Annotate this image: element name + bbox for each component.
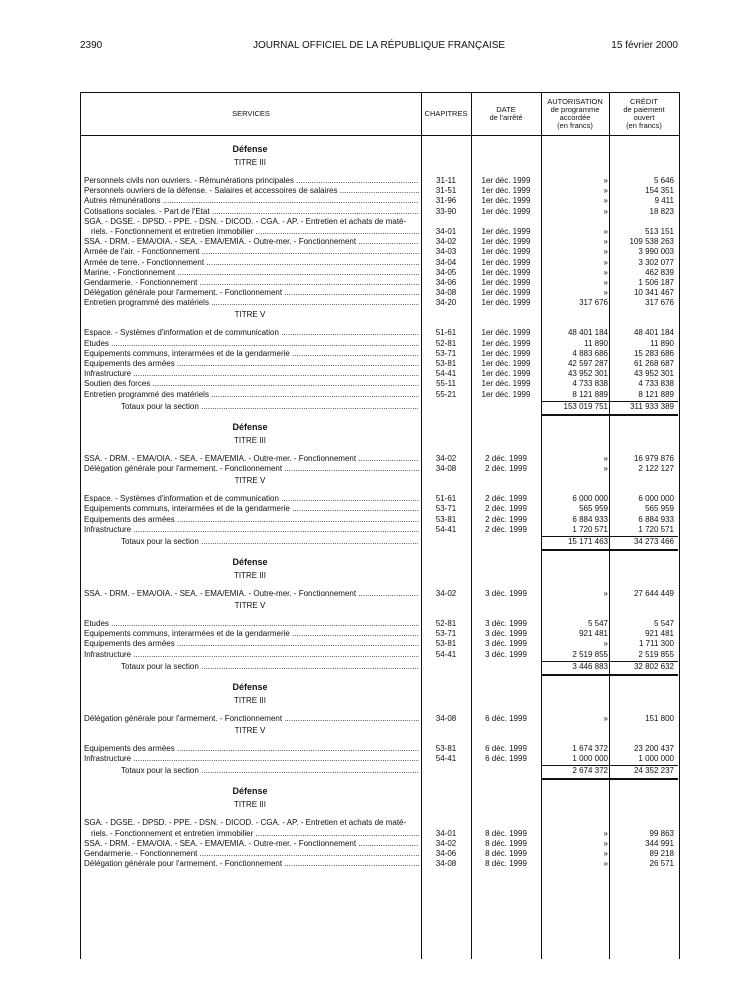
total-label: Totaux pour la section ..... [121, 660, 419, 674]
chapitre-cell: 51-61 [435, 494, 457, 504]
total-row [81, 660, 679, 674]
autorisation-cell: » [603, 196, 608, 206]
chapitre-cell: 34-08 [435, 288, 457, 298]
credit-cell: 317 676 [645, 298, 674, 308]
chapitre-cell: 34-20 [435, 298, 457, 308]
date-cell: 1er déc. 1999 [481, 237, 531, 247]
total-label: Totaux pour la section ..... [121, 400, 419, 414]
date-cell: 3 déc. 1999 [485, 619, 527, 629]
autorisation-cell: » [603, 288, 608, 298]
credits-table [80, 92, 680, 959]
date-cell: 8 déc. 1999 [485, 859, 527, 869]
chapitre-cell: 34-04 [435, 257, 457, 267]
chapitre-cell: 53-71 [435, 348, 457, 358]
table-row [81, 258, 679, 268]
date-cell: 1er déc. 1999 [481, 196, 531, 206]
title-label: TITRE V [234, 601, 266, 611]
header-date: DATE de l'arrêté [489, 105, 523, 122]
date-cell: 2 déc. 1999 [485, 453, 527, 463]
chapitre-cell: 34-02 [435, 237, 457, 247]
table-row [81, 589, 679, 599]
credit-cell: 23 200 437 [633, 744, 674, 753]
service-label: Gendarmerie. - Fonctionnement ..... [84, 278, 419, 288]
table-row [81, 186, 679, 196]
table-row [81, 454, 679, 464]
chapitre-cell: 34-05 [435, 267, 457, 277]
section-heading [81, 420, 679, 434]
autorisation-cell: 6 000 000 [572, 494, 608, 504]
credit-cell: 151 800 [645, 713, 674, 723]
date-cell: 2 déc. 1999 [485, 524, 527, 534]
chapitre-cell: 53-81 [435, 359, 457, 368]
date-cell: 1er déc. 1999 [481, 379, 531, 389]
service-label: Equipements communs, interarmées et de la gendarmerie ..... [84, 504, 419, 514]
credit-cell: 921 481 [645, 629, 674, 639]
total-row [81, 535, 679, 549]
autorisation-cell: 921 481 [579, 629, 608, 639]
service-label: Etudes ..... [84, 339, 419, 349]
autorisation-cell: 2 519 855 [572, 649, 608, 659]
title-heading [81, 599, 679, 613]
chapitre-cell: 34-08 [435, 713, 457, 723]
chapitre-cell: 53-71 [435, 504, 457, 514]
table-row [81, 619, 679, 629]
title-label: TITRE V [234, 726, 266, 735]
title-heading [81, 474, 679, 488]
service-label: Infrastructure ..... [84, 369, 419, 379]
credit-cell: 27 644 449 [633, 588, 674, 598]
chapitre-cell: 52-81 [435, 338, 457, 348]
service-label: Equipements communs, interarmées et de la gendarmerie ..... [84, 349, 419, 359]
table-row [81, 849, 679, 859]
credit-cell: 565 959 [645, 504, 674, 514]
service-label: Equipements des armées ..... [84, 359, 419, 369]
total-label: Totaux pour la section ..... [121, 535, 419, 549]
service-label: riels. - Fonctionnement et entretien immobilier ..... [91, 829, 419, 839]
total-row [81, 400, 679, 414]
title-heading [81, 308, 679, 322]
service-label: Infrastructure ..... [84, 754, 419, 764]
table-row [81, 829, 679, 839]
date-cell: 1er déc. 1999 [481, 389, 531, 399]
autorisation-cell: 317 676 [579, 298, 608, 308]
service-label: Délégation générale pour l'armement. - Fonctionnement ..... [84, 464, 419, 474]
autorisation-cell: » [603, 267, 608, 277]
chapitre-cell: 34-02 [435, 588, 457, 598]
service-label: Autres rémunérations ..... [84, 196, 419, 206]
autorisation-cell: 1 000 000 [572, 754, 608, 764]
date-cell: 1er déc. 1999 [481, 257, 531, 267]
credit-cell: 1 720 571 [638, 524, 674, 534]
date-cell: 1er déc. 1999 [481, 328, 531, 338]
title-label: TITRE III [234, 570, 266, 580]
chapitre-cell: 33-90 [435, 206, 457, 216]
credit-cell: 5 646 [653, 176, 674, 185]
service-label: SSA. - DRM. - EMA/OIA. - SEA. - EMA/EMIA. - Outre-mer. - Fonctionnement ..... [84, 237, 419, 247]
service-label: SSA. - DRM. - EMA/OIA. - SEA. - EMA/EMIA. - Outre-mer. - Fonctionnement ..... [84, 454, 419, 464]
title-label: TITRE III [234, 800, 266, 810]
table-row [81, 196, 679, 206]
credit-cell: 6 000 000 [638, 494, 674, 504]
date-cell: 3 déc. 1999 [485, 649, 527, 659]
title-label: TITRE V [234, 476, 266, 486]
autorisation-cell: » [603, 453, 608, 463]
date-cell: 1er déc. 1999 [481, 298, 531, 308]
chapitre-cell: 31-51 [435, 186, 457, 196]
table-row [81, 525, 679, 535]
autorisation-cell: 11 890 [584, 338, 608, 348]
chapitre-cell: 34-08 [435, 859, 457, 869]
table-row [81, 629, 679, 639]
total-credit: 24 352 237 [633, 766, 674, 776]
column-headers [81, 93, 679, 136]
date-cell: 8 déc. 1999 [485, 838, 527, 848]
date-cell: 1er déc. 1999 [481, 186, 531, 196]
service-label: Equipements des armées ..... [84, 515, 419, 525]
service-label: Infrastructure ..... [84, 525, 419, 535]
credit-cell: 154 351 [645, 186, 674, 196]
table-row [81, 278, 679, 288]
service-label: SSA. - DRM. - EMA/OIA. - SEA. - EMA/EMIA. - Outre-mer. - Fonctionnement ..... [84, 589, 419, 599]
date-cell: 1er déc. 1999 [481, 206, 531, 216]
table-row [81, 839, 679, 849]
autorisation-cell: 6 884 933 [572, 514, 608, 524]
date-cell: 2 déc. 1999 [485, 514, 527, 524]
service-label: Gendarmerie. - Fonctionnement ..... [84, 849, 419, 859]
table-row [81, 818, 679, 828]
total-row [81, 764, 679, 778]
table-row [81, 464, 679, 474]
date-cell: 1er déc. 1999 [481, 369, 531, 379]
service-label: SSA. - DRM. - EMA/OIA. - SEA. - EMA/EMIA. - Outre-mer. - Fonctionnement ..... [84, 839, 419, 849]
service-label: Etudes ..... [84, 619, 419, 629]
credit-cell: 5 547 [653, 619, 674, 629]
date-cell: 8 déc. 1999 [485, 848, 527, 858]
chapitre-cell: 34-06 [435, 848, 457, 858]
chapitre-cell: 34-01 [435, 828, 457, 838]
credit-cell: 1 000 000 [638, 754, 674, 764]
credit-cell: 18 823 [649, 206, 674, 216]
table-row [81, 504, 679, 514]
service-label: Equipements des armées ..... [84, 639, 419, 649]
section-label: Défense [232, 681, 268, 692]
chapitre-cell: 55-11 [436, 379, 456, 389]
service-label: Entretien programmé des matériels ..... [84, 390, 419, 400]
title-heading [81, 434, 679, 448]
autorisation-cell: 48 401 184 [567, 328, 608, 338]
journal-title: JOURNAL OFFICIEL DE LA RÉPUBLIQUE FRANÇAISE [252, 40, 506, 51]
title-label: TITRE III [234, 695, 266, 705]
date-cell: 1er déc. 1999 [481, 338, 531, 348]
total-credit: 34 273 466 [633, 536, 674, 546]
credit-cell: 99 863 [649, 828, 674, 838]
service-label: Délégation générale pour l'armement. - Fonctionnement ..... [84, 714, 419, 724]
chapitre-cell: 31-11 [436, 176, 456, 185]
credit-cell: 3 990 003 [638, 247, 674, 257]
title-label: TITRE III [234, 158, 266, 167]
service-label: SGA. - DGSE. - DPSD. - PPE. - DSN. - DICOD. - CGA. - AP. - Entretien et achats de maté- [84, 216, 407, 226]
total-autorisation: 153 019 751 [563, 401, 608, 411]
section-heading [81, 555, 679, 569]
section-label: Défense [232, 556, 268, 567]
title-heading [81, 156, 679, 170]
date-cell: 6 déc. 1999 [485, 713, 527, 723]
section-label: Défense [232, 144, 268, 154]
date-cell: 2 déc. 1999 [485, 504, 527, 514]
service-label: Espace. - Systèmes d'information et de communication ..... [84, 328, 419, 338]
table-row [81, 379, 679, 389]
autorisation-cell: 565 959 [579, 504, 608, 514]
autorisation-cell: » [603, 247, 608, 257]
autorisation-cell: » [603, 848, 608, 858]
chapitre-cell: 34-03 [435, 247, 457, 257]
table-row [81, 247, 679, 257]
service-label: Délégation générale pour l'armement. - Fonctionnement ..... [84, 859, 419, 869]
date-cell: 1er déc. 1999 [481, 359, 531, 368]
table-body [81, 136, 679, 869]
table-row [81, 217, 679, 227]
date-cell: 3 déc. 1999 [485, 639, 527, 649]
credit-cell: 11 890 [650, 338, 674, 348]
chapitre-cell: 53-81 [435, 639, 457, 649]
service-label: Marine. - Fonctionnement ..... [84, 268, 419, 278]
autorisation-cell: 1 720 571 [572, 524, 608, 534]
table-row [81, 349, 679, 359]
service-label: Infrastructure ..... [84, 650, 419, 660]
autorisation-cell: » [603, 226, 608, 236]
date-cell: 1er déc. 1999 [481, 277, 531, 287]
credit-cell: 513 151 [645, 226, 674, 236]
autorisation-cell: 4 733 838 [572, 379, 608, 389]
title-label: TITRE III [234, 435, 266, 445]
total-autorisation: 2 674 372 [572, 766, 608, 776]
table-row [81, 744, 679, 754]
autorisation-cell: » [603, 828, 608, 838]
autorisation-cell: 42 597 287 [567, 359, 608, 368]
credit-cell: 8 121 889 [638, 389, 674, 399]
autorisation-cell: » [603, 176, 608, 185]
chapitre-cell: 53-81 [435, 744, 457, 753]
service-label: Délégation générale pour l'armement. - Fonctionnement ..... [84, 288, 419, 298]
chapitre-cell: 34-02 [435, 838, 457, 848]
page-header [80, 40, 678, 54]
autorisation-cell: » [603, 206, 608, 216]
date-cell: 2 déc. 1999 [485, 494, 527, 504]
page-number: 2390 [80, 40, 103, 51]
chapitre-cell: 34-01 [435, 226, 457, 236]
credit-cell: 15 283 686 [633, 348, 674, 358]
chapitre-cell: 52-81 [435, 619, 457, 629]
header-chapitres: CHAPITRES [424, 109, 468, 118]
date-cell: 8 déc. 1999 [485, 828, 527, 838]
autorisation-cell: » [603, 588, 608, 598]
chapitre-cell: 53-71 [435, 629, 457, 639]
chapitre-cell: 53-81 [435, 514, 457, 524]
chapitre-cell: 34-08 [435, 463, 457, 473]
autorisation-cell: » [603, 639, 608, 649]
table-row [81, 176, 679, 186]
issue-date: 15 février 2000 [611, 40, 678, 51]
table-row [81, 639, 679, 649]
credit-cell: 43 952 301 [633, 369, 674, 379]
date-cell: 1er déc. 1999 [481, 348, 531, 358]
header-credit: CRÉDIT de paiement ouvert (en francs) [623, 97, 665, 130]
credit-cell: 26 571 [649, 859, 674, 869]
table-row [81, 268, 679, 278]
table-row [81, 207, 679, 217]
table-row [81, 650, 679, 660]
credit-cell: 61 268 687 [633, 359, 674, 368]
chapitre-cell: 54-41 [435, 369, 457, 379]
credit-cell: 3 302 077 [638, 257, 674, 267]
date-cell: 2 déc. 1999 [485, 463, 527, 473]
section-heading [81, 142, 679, 156]
chapitre-cell: 54-41 [435, 524, 457, 534]
service-label: Entretien programmé des matériels ..... [84, 298, 419, 308]
autorisation-cell: 8 121 889 [572, 389, 608, 399]
autorisation-cell: » [603, 186, 608, 196]
section-label: Défense [232, 421, 268, 432]
date-cell: 6 déc. 1999 [485, 754, 527, 764]
total-credit: 32 802 632 [633, 661, 674, 671]
table-row [81, 859, 679, 869]
service-label: Espace. - Systèmes d'information et de communication ..... [84, 494, 419, 504]
chapitre-cell: 34-06 [435, 277, 457, 287]
service-label: Armée de terre. - Fonctionnement ..... [84, 258, 419, 268]
title-heading [81, 724, 679, 738]
date-cell: 1er déc. 1999 [481, 176, 531, 185]
autorisation-cell: » [603, 463, 608, 473]
table-row [81, 754, 679, 764]
table-row [81, 339, 679, 349]
service-label: Equipements des armées ..... [84, 744, 419, 754]
credit-cell: 2 519 855 [638, 649, 674, 659]
autorisation-cell: » [603, 859, 608, 869]
credit-cell: 1 506 187 [638, 277, 674, 287]
credit-cell: 9 411 [654, 196, 674, 206]
service-label: SGA. - DGSE. - DPSD. - PPE. - DSN. - DICOD. - CGA. - AP. - Entretien et achats de maté- [84, 818, 407, 828]
service-label: Armée de l'air. - Fonctionnement ..... [84, 247, 419, 257]
autorisation-cell: » [603, 713, 608, 723]
service-label: Personnels civils non ouvriers. - Rémunérations principales ..... [84, 176, 419, 186]
credit-cell: 109 538 263 [629, 237, 674, 247]
date-cell: 1er déc. 1999 [481, 288, 531, 298]
credit-cell: 1 711 300 [639, 639, 674, 649]
table-row [81, 390, 679, 400]
chapitre-cell: 31-96 [435, 196, 457, 206]
total-autorisation: 3 446 883 [572, 661, 608, 671]
header-autorisation: AUTORISATION de programme accordée (en francs) [547, 97, 603, 130]
table-row [81, 359, 679, 369]
chapitre-cell: 54-41 [435, 649, 457, 659]
title-heading [81, 798, 679, 812]
table-row [81, 227, 679, 237]
table-row [81, 237, 679, 247]
autorisation-cell: » [603, 237, 608, 247]
credit-cell: 10 341 467 [633, 288, 674, 298]
service-label: Soutien des forces ..... [84, 379, 419, 389]
autorisation-cell: » [603, 277, 608, 287]
chapitre-cell: 55-21 [435, 389, 457, 399]
header-services: SERVICES [232, 109, 270, 118]
title-heading [81, 694, 679, 708]
table-row [81, 288, 679, 298]
table-row [81, 714, 679, 724]
service-label: Equipements communs, interarmées et de la gendarmerie ..... [84, 629, 419, 639]
date-cell: 1er déc. 1999 [481, 247, 531, 257]
date-cell: 6 déc. 1999 [485, 744, 527, 753]
section-heading [81, 680, 679, 694]
total-autorisation: 15 171 463 [567, 536, 608, 546]
credit-cell: 462 839 [645, 267, 674, 277]
service-label: Cotisations sociales. - Part de l'Etat ..... [84, 207, 419, 217]
chapitre-cell: 54-41 [435, 754, 457, 764]
total-credit: 311 933 389 [630, 401, 674, 411]
section-label: Défense [232, 786, 268, 797]
total-label: Totaux pour la section ..... [121, 764, 419, 778]
credit-cell: 6 884 933 [638, 514, 674, 524]
title-label: TITRE V [234, 310, 266, 320]
table-row [81, 494, 679, 504]
credit-cell: 48 401 184 [633, 328, 674, 338]
autorisation-cell: » [603, 838, 608, 848]
table-row [81, 298, 679, 308]
autorisation-cell: » [603, 257, 608, 267]
table-row [81, 369, 679, 379]
section-heading [81, 784, 679, 798]
credit-cell: 344 991 [645, 838, 674, 848]
service-label: riels. - Fonctionnement et entretien immobilier ..... [91, 227, 419, 237]
date-cell: 3 déc. 1999 [485, 629, 527, 639]
chapitre-cell: 51-61 [435, 328, 457, 338]
credit-cell: 16 979 876 [633, 453, 674, 463]
date-cell: 1er déc. 1999 [481, 226, 531, 236]
autorisation-cell: 1 674 372 [572, 744, 608, 753]
chapitre-cell: 34-02 [435, 453, 457, 463]
autorisation-cell: 4 883 686 [572, 348, 608, 358]
service-label: Personnels ouvriers de la défense. - Salaires et accessoires de salaires ..... [84, 186, 419, 196]
credit-cell: 2 122 127 [638, 463, 674, 473]
date-cell: 1er déc. 1999 [481, 267, 531, 277]
table-row [81, 515, 679, 525]
table-row [81, 328, 679, 338]
credit-cell: 89 218 [649, 848, 674, 858]
autorisation-cell: 43 952 301 [567, 369, 608, 379]
credit-cell: 4 733 838 [638, 379, 674, 389]
title-heading [81, 569, 679, 583]
autorisation-cell: 5 547 [587, 619, 608, 629]
date-cell: 3 déc. 1999 [485, 588, 527, 598]
